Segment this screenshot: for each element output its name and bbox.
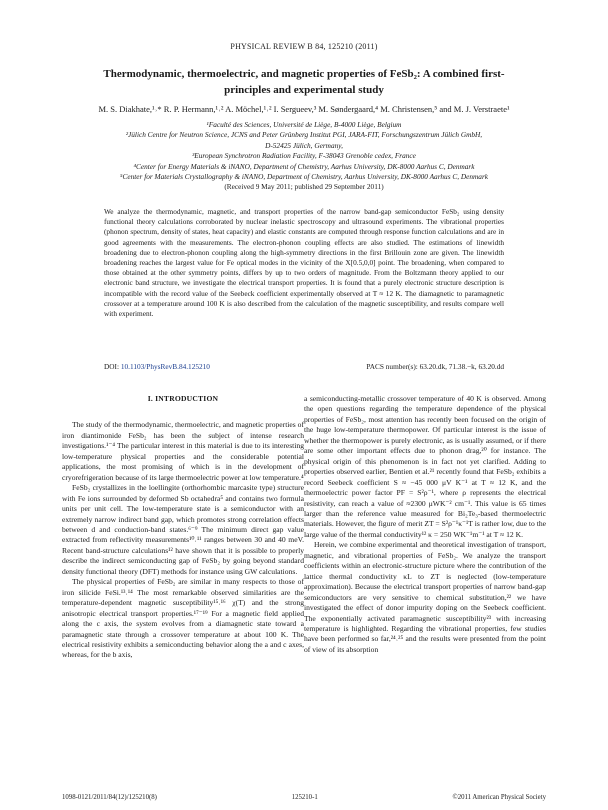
paragraph: The physical properties of FeSb₂ are similar in many respects to those of iron silicide FeSi.¹³˒¹⁴ The most remarkable observed similarities are the temperature-dependent magnetic susceptibility¹⁵˒¹⁶ χ(T) and the strong anisotropic electrical transport properties.¹⁷⁻¹⁹ For a magnetic field applied along the c axis, the system evolves from a diamagnetic state toward a paramagnetic state through a crossover temperature at about 100 K. The electrical resistivity exhibits a semiconducting behavior along the a and c axes, whereas, for the b axis, (62, 577, 304, 660)
pacs-numbers: PACS number(s): 63.20.dk, 71.38.−k, 63.20.dd (366, 362, 504, 371)
footer-issn: 1098-0121/2011/84(12)/125210(8) (62, 794, 157, 801)
affiliation: ⁴Center for Energy Materials & iNANO, Department of Chemistry, Aarhus University, DK-8000 Aarhus C, Denmark (133, 161, 475, 171)
paragraph: FeSb₂ crystallizes in the loellingite (orthorhombic marcasite type) structure with Fe ions surrounded by deformed Sb octahedra⁵ and contains two formula units per unit cell. The low-temperature state is a semiconductor with an extremely narrow indirect band gap, which promotes strong correlation effects between d and conduction-band states.⁶⁻⁹ The minimum direct gap value extracted from reflectivity measurements¹⁰˒¹¹ ranges between 30 and 40 meV. Recent band-structure calculations¹² have shown that it is possible to properly describe the indirect semiconducting gap of FeSb₂ by going beyond standard density functional theory (DFT) methods for instance using GW calculations. (62, 483, 304, 576)
affiliations (40, 120, 568, 193)
paragraph: Herein, we combine experimental and theoretical investigation of transport, magnetic, and vibrational properties of FeSb₂. We analyze the transport coefficients within an electronic-structure picture where the contribution of the lattice thermal conductivity κL to ZT is neglected (low-temperature approximation). Because the electrical transport properties of narrow band-gap semiconductors are very sensitive to chemical substitution,²² we have investigated the effect of donor impurity doping on the Seebeck coefficient. The exponentially activated paramagnetic susceptibility²³ with increasing temperature is highlighted. Regarding the vibrational properties, few studies have been performed so far,²⁴˒²⁵ and the results were presented from the point of view of its absorption (304, 540, 546, 654)
affiliation: ²Jülich Centre for Neutron Science, JCNS and Peter Grünberg Institut PGI, JARA-FIT, Forschungszentrum Jülich GmbH, (125, 130, 483, 140)
doi-pacs-line (104, 362, 504, 371)
author-list: M. S. Diakhate,¹˒* R. P. Hermann,¹˒² A. Möchel,¹˒² I. Sergueev,³ M. Søndergaard,⁴ M. Christensen,⁵ and M. J. Verstraete¹ (98, 104, 510, 114)
affiliation: ³European Synchrotron Radiation Facility, F-38043 Grenoble cedex, France (192, 151, 416, 161)
left-column (62, 394, 304, 661)
paper-title: Thermodynamic, thermoelectric, and magnetic properties of FeSb₂: A combined first-principles and experimental study (103, 68, 505, 96)
right-column (304, 394, 546, 655)
section-heading: I. INTRODUCTION (147, 394, 219, 403)
affiliation: ⁵Center for Materials Crystallography & iNANO, Department of Chemistry, Aarhus University, DK-8000 Aarhus C, Denmark (119, 172, 489, 182)
doi-label: DOI: (104, 362, 121, 371)
page-number: 125210-1 (291, 794, 318, 801)
paragraph: The study of the thermodynamic, thermoelectric, and magnetic properties of iron diantimonide FeSb₂ has been the subject of intense research investigations.¹⁻⁴ The particular interest in this material is due to its interesting low-temperature physical properties and the considerable potential applications, the most promising of which is in the development of cryorefrigeration because of its large thermoelectric power at low temperature.⁴ (62, 420, 304, 482)
abstract: We analyze the thermodynamic, magnetic, and transport properties of the narrow band-gap semiconductor FeSb₂ using density functional theory calculations corroborated by nuclear inelastic spectroscopy and ultrasound experiments. The vibrational properties (phonon spectrum, density of states, heat capacity) and elastic constants are computed through response function calculations and are in good agreements with the measurements. The electron-phonon coupling effects are also studied. The estimations of linewidth broadening due to electron-phonon coupling along the high-symmetry directions in the first Brillouin zone are given. The linewidth broadening reaches the largest value for Fe optical modes in the vicinity of the X[0.5,0,0] point. The broadening, when compared to those obtained at the other symmetry points, differs by up to two orders of magnitude. From the Boltzmann theory applied to our electronic band structure, we investigate the electrical transport properties. It is found that a purely electronic structure description is incompatible with the record value of the Seebeck coefficient experimentally observed at T ≈ 12 K. The diamagnetic to paramagnetic crossover at a temperature around 100 K is also described from the calculation of the magnetic susceptibility, and results compare well with experiment. (104, 207, 504, 319)
affiliation: ¹Faculté des Sciences, Université de Liège, B-4000 Liège, Belgium (206, 120, 402, 129)
paragraph: a semiconducting-metallic crossover temperature of 40 K is observed. Among the open questions regarding the temperature dependence of the physical properties of FeSb₂, most attention has recently been focused on the origin of the huge low-temperature thermopower. Of particular interest is the issue of whether the thermopower is purely electronic, as is usually assumed, or if there are some other important effects due to phonon drag,²⁰ for instance. The physical origin of this phenomenon is in fact not yet clarified. Adding to properties observed earlier, Bentien et al.²¹ recently found that FeSb₂ exhibits a record Seebeck coefficient S ≈ −45 000 μV K⁻¹ at T ≈ 12 K, and the thermoelectric power factor PF = S²ρ⁻¹, where ρ represents the electrical resistivity, can reach a value of ≈2300 μWK⁻² cm⁻¹. This value is 65 times larger than the reference value measured for Bi₂Te₃-based thermoelectric materials. However, the figure of merit ZT = S²ρ⁻¹κ⁻¹T is rather low, due to the large value of the thermal conductivity¹² κ = 250 WK⁻¹m⁻¹ at T ≈ 12 K. (304, 394, 546, 539)
doi (104, 362, 210, 371)
received-date: (Received 9 May 2011; published 29 September 2011) (224, 182, 384, 192)
affiliation: D-52425 Jülich, Germany, (265, 140, 343, 150)
doi-link[interactable]: 10.1103/PhysRevB.84.125210 (120, 362, 210, 371)
copyright: ©2011 American Physical Society (452, 794, 546, 801)
journal-header: PHYSICAL REVIEW B 84, 125210 (2011) (230, 42, 378, 51)
page-footer (62, 794, 546, 801)
